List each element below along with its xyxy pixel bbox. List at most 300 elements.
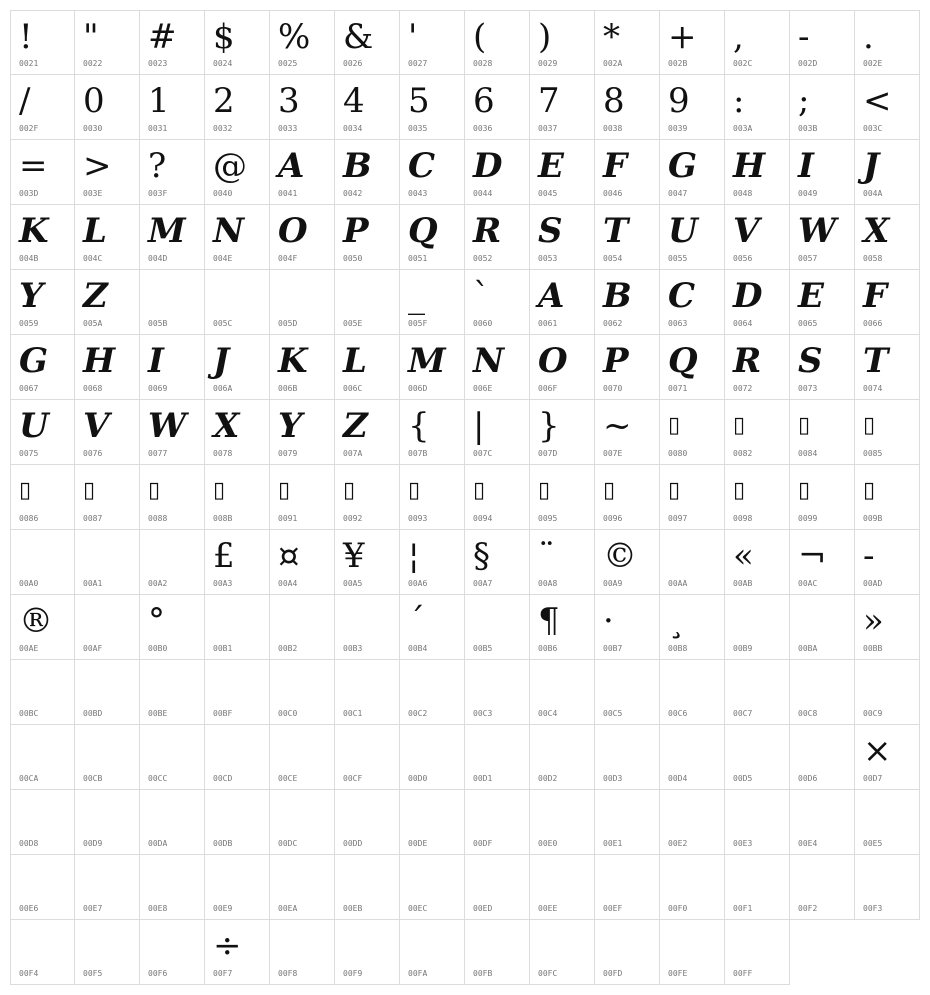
glyph-cell[interactable] bbox=[140, 10, 205, 75]
glyph-cell[interactable] bbox=[10, 270, 75, 335]
glyph-cell[interactable] bbox=[270, 595, 335, 660]
glyph-cell[interactable] bbox=[595, 855, 660, 920]
glyph-cell[interactable] bbox=[335, 920, 400, 985]
glyph-cell[interactable] bbox=[725, 270, 790, 335]
glyph-codepoint: 00BB bbox=[863, 644, 883, 653]
glyph-sample: ▯ bbox=[863, 413, 876, 438]
glyph-sample: N bbox=[473, 341, 505, 381]
glyph-cell[interactable] bbox=[270, 205, 335, 270]
glyph-sample: ¦ bbox=[408, 536, 420, 576]
glyph-cell[interactable] bbox=[400, 140, 465, 205]
glyph-cell[interactable] bbox=[10, 75, 75, 140]
glyph-cell[interactable] bbox=[790, 140, 855, 205]
glyph-cell[interactable] bbox=[140, 790, 205, 855]
glyph-cell[interactable] bbox=[270, 660, 335, 725]
glyph-sample: ( bbox=[473, 17, 487, 57]
glyph-cell[interactable] bbox=[595, 660, 660, 725]
glyph-cell[interactable] bbox=[790, 530, 855, 595]
glyph-codepoint: 00EB bbox=[343, 904, 363, 913]
glyph-sample: ¤ bbox=[278, 536, 300, 576]
glyph-sample: ~ bbox=[603, 406, 632, 446]
glyph-cell[interactable] bbox=[855, 205, 920, 270]
glyph-cell[interactable] bbox=[790, 10, 855, 75]
glyph-cell[interactable] bbox=[270, 10, 335, 75]
glyph-codepoint: 0037 bbox=[538, 124, 558, 133]
glyph-cell[interactable] bbox=[140, 920, 205, 985]
glyph-sample: * bbox=[603, 17, 620, 57]
glyph-cell[interactable] bbox=[790, 270, 855, 335]
glyph-codepoint: 0039 bbox=[668, 124, 688, 133]
glyph-sample: L bbox=[83, 211, 107, 251]
glyph-cell[interactable] bbox=[75, 205, 140, 270]
glyph-cell[interactable] bbox=[335, 335, 400, 400]
glyph-cell[interactable] bbox=[465, 595, 530, 660]
glyph-codepoint: 00E1 bbox=[603, 839, 623, 848]
glyph-codepoint: 00A9 bbox=[603, 579, 623, 588]
glyph-cell[interactable] bbox=[205, 465, 270, 530]
glyph-cell[interactable] bbox=[75, 335, 140, 400]
glyph-cell[interactable] bbox=[465, 530, 530, 595]
glyph-cell[interactable] bbox=[465, 205, 530, 270]
glyph-cell[interactable] bbox=[595, 10, 660, 75]
glyph-cell[interactable] bbox=[595, 595, 660, 660]
glyph-cell[interactable] bbox=[205, 140, 270, 205]
glyph-sample: ´ bbox=[408, 601, 425, 641]
glyph-cell[interactable] bbox=[400, 725, 465, 790]
glyph-cell[interactable] bbox=[660, 335, 725, 400]
glyph-cell[interactable] bbox=[205, 855, 270, 920]
glyph-codepoint: 0058 bbox=[863, 254, 883, 263]
glyph-codepoint: 004C bbox=[83, 254, 103, 263]
glyph-cell[interactable] bbox=[725, 725, 790, 790]
glyph-sample: = bbox=[19, 146, 48, 186]
glyph-codepoint: 0021 bbox=[19, 59, 39, 68]
glyph-codepoint: 00FB bbox=[473, 969, 493, 978]
glyph-codepoint: 0057 bbox=[798, 254, 818, 263]
glyph-cell[interactable] bbox=[660, 140, 725, 205]
glyph-cell[interactable] bbox=[465, 75, 530, 140]
glyph-codepoint: 00E5 bbox=[863, 839, 883, 848]
glyph-codepoint: 00FD bbox=[603, 969, 623, 978]
glyph-codepoint: 0035 bbox=[408, 124, 428, 133]
glyph-cell[interactable] bbox=[855, 790, 920, 855]
glyph-cell[interactable] bbox=[855, 465, 920, 530]
glyph-cell[interactable] bbox=[530, 270, 595, 335]
glyph-codepoint: 00B8 bbox=[668, 644, 688, 653]
glyph-codepoint: 00AD bbox=[863, 579, 883, 588]
glyph-sample: T bbox=[863, 341, 889, 381]
glyph-codepoint: 0087 bbox=[83, 514, 103, 523]
glyph-cell[interactable] bbox=[205, 205, 270, 270]
glyph-cell[interactable] bbox=[270, 725, 335, 790]
glyph-cell[interactable] bbox=[660, 855, 725, 920]
glyph-cell[interactable] bbox=[270, 855, 335, 920]
glyph-cell[interactable] bbox=[400, 595, 465, 660]
glyph-cell[interactable] bbox=[595, 530, 660, 595]
glyph-cell[interactable] bbox=[530, 10, 595, 75]
glyph-cell[interactable] bbox=[10, 205, 75, 270]
glyph-cell[interactable] bbox=[660, 725, 725, 790]
glyph-sample: L bbox=[343, 341, 367, 381]
glyph-cell[interactable] bbox=[205, 920, 270, 985]
glyph-cell[interactable] bbox=[205, 790, 270, 855]
glyph-cell[interactable] bbox=[855, 855, 920, 920]
glyph-cell[interactable] bbox=[205, 400, 270, 465]
glyph-cell[interactable] bbox=[335, 10, 400, 75]
glyph-cell[interactable] bbox=[595, 75, 660, 140]
glyph-codepoint: 0024 bbox=[213, 59, 233, 68]
glyph-cell[interactable] bbox=[75, 920, 140, 985]
glyph-codepoint: 00C1 bbox=[343, 709, 363, 718]
glyph-cell[interactable] bbox=[75, 595, 140, 660]
glyph-codepoint: 0082 bbox=[733, 449, 753, 458]
glyph-cell[interactable] bbox=[725, 660, 790, 725]
glyph-cell[interactable] bbox=[270, 790, 335, 855]
glyph-cell[interactable] bbox=[140, 855, 205, 920]
glyph-cell[interactable] bbox=[855, 530, 920, 595]
glyph-codepoint: 002B bbox=[668, 59, 688, 68]
glyph-cell[interactable] bbox=[400, 530, 465, 595]
glyph-cell[interactable] bbox=[530, 790, 595, 855]
glyph-cell[interactable] bbox=[855, 660, 920, 725]
glyph-codepoint: 00C2 bbox=[408, 709, 428, 718]
glyph-cell[interactable] bbox=[140, 335, 205, 400]
glyph-codepoint: 00CF bbox=[343, 774, 363, 783]
glyph-cell[interactable] bbox=[335, 725, 400, 790]
glyph-codepoint: 00E0 bbox=[538, 839, 558, 848]
glyph-cell[interactable] bbox=[725, 335, 790, 400]
glyph-cell[interactable] bbox=[660, 920, 725, 985]
glyph-cell[interactable] bbox=[595, 920, 660, 985]
glyph-cell[interactable] bbox=[725, 75, 790, 140]
glyph-cell[interactable] bbox=[10, 465, 75, 530]
glyph-codepoint: 003A bbox=[733, 124, 753, 133]
glyph-cell[interactable] bbox=[270, 335, 335, 400]
glyph-sample: U bbox=[668, 211, 698, 251]
glyph-codepoint: 00F3 bbox=[863, 904, 883, 913]
glyph-cell[interactable] bbox=[140, 205, 205, 270]
glyph-cell[interactable] bbox=[465, 465, 530, 530]
glyph-sample: W bbox=[148, 406, 187, 446]
glyph-cell[interactable] bbox=[725, 140, 790, 205]
glyph-cell[interactable] bbox=[205, 530, 270, 595]
glyph-cell[interactable] bbox=[465, 400, 530, 465]
glyph-codepoint: 0049 bbox=[798, 189, 818, 198]
glyph-cell[interactable] bbox=[335, 660, 400, 725]
glyph-sample: O bbox=[278, 211, 308, 251]
glyph-cell[interactable] bbox=[205, 335, 270, 400]
glyph-cell[interactable] bbox=[660, 595, 725, 660]
glyph-cell[interactable] bbox=[75, 465, 140, 530]
glyph-cell[interactable] bbox=[725, 10, 790, 75]
glyph-cell[interactable] bbox=[465, 920, 530, 985]
glyph-codepoint: 00BE bbox=[148, 709, 168, 718]
glyph-sample: M bbox=[148, 211, 186, 251]
glyph-codepoint: 0072 bbox=[733, 384, 753, 393]
glyph-codepoint: 0023 bbox=[148, 59, 168, 68]
glyph-cell[interactable] bbox=[530, 855, 595, 920]
glyph-cell[interactable] bbox=[335, 270, 400, 335]
glyph-cell[interactable] bbox=[465, 725, 530, 790]
glyph-cell[interactable] bbox=[205, 725, 270, 790]
glyph-cell[interactable] bbox=[790, 205, 855, 270]
glyph-cell[interactable] bbox=[465, 10, 530, 75]
glyph-codepoint: 004A bbox=[863, 189, 883, 198]
glyph-sample: ▯ bbox=[343, 478, 356, 503]
glyph-sample: ° bbox=[148, 601, 165, 641]
glyph-cell[interactable] bbox=[725, 920, 790, 985]
glyph-codepoint: 005F bbox=[408, 319, 428, 328]
glyph-codepoint: 00B2 bbox=[278, 644, 298, 653]
glyph-cell[interactable] bbox=[270, 140, 335, 205]
glyph-cell[interactable] bbox=[660, 10, 725, 75]
glyph-cell[interactable] bbox=[400, 790, 465, 855]
glyph-cell[interactable] bbox=[465, 855, 530, 920]
glyph-cell[interactable] bbox=[140, 595, 205, 660]
glyph-sample: C bbox=[408, 146, 436, 186]
glyph-cell[interactable] bbox=[790, 465, 855, 530]
glyph-cell[interactable] bbox=[465, 140, 530, 205]
glyph-cell[interactable] bbox=[855, 75, 920, 140]
glyph-cell[interactable] bbox=[660, 270, 725, 335]
glyph-cell[interactable] bbox=[660, 75, 725, 140]
glyph-cell[interactable] bbox=[205, 595, 270, 660]
glyph-cell[interactable] bbox=[790, 595, 855, 660]
glyph-cell[interactable] bbox=[855, 400, 920, 465]
glyph-cell[interactable] bbox=[335, 530, 400, 595]
glyph-cell[interactable] bbox=[10, 855, 75, 920]
glyph-cell[interactable] bbox=[790, 725, 855, 790]
glyph-cell[interactable] bbox=[660, 465, 725, 530]
glyph-codepoint: 00E2 bbox=[668, 839, 688, 848]
glyph-cell[interactable] bbox=[595, 790, 660, 855]
glyph-cell[interactable] bbox=[790, 335, 855, 400]
glyph-cell[interactable] bbox=[855, 270, 920, 335]
glyph-sample: - bbox=[798, 17, 810, 57]
glyph-codepoint: 007E bbox=[603, 449, 623, 458]
glyph-cell[interactable] bbox=[725, 595, 790, 660]
glyph-codepoint: 00CB bbox=[83, 774, 103, 783]
glyph-cell[interactable] bbox=[75, 790, 140, 855]
glyph-cell[interactable] bbox=[10, 790, 75, 855]
glyph-sample: % bbox=[278, 17, 311, 57]
glyph-cell[interactable] bbox=[10, 400, 75, 465]
glyph-cell[interactable] bbox=[10, 920, 75, 985]
glyph-sample: V bbox=[733, 211, 760, 251]
glyph-cell[interactable] bbox=[530, 140, 595, 205]
glyph-codepoint: 007C bbox=[473, 449, 493, 458]
glyph-cell[interactable] bbox=[335, 790, 400, 855]
glyph-cell[interactable] bbox=[400, 75, 465, 140]
glyph-codepoint: 00F0 bbox=[668, 904, 688, 913]
glyph-sample: @ bbox=[213, 146, 247, 186]
glyph-codepoint: 00E3 bbox=[733, 839, 753, 848]
glyph-codepoint: 006D bbox=[408, 384, 428, 393]
glyph-cell[interactable] bbox=[855, 725, 920, 790]
glyph-sample: E bbox=[538, 146, 564, 186]
glyph-cell[interactable] bbox=[270, 270, 335, 335]
glyph-cell[interactable] bbox=[140, 660, 205, 725]
glyph-cell[interactable] bbox=[270, 75, 335, 140]
glyph-cell[interactable] bbox=[530, 660, 595, 725]
glyph-codepoint: 00F9 bbox=[343, 969, 363, 978]
glyph-cell[interactable] bbox=[530, 725, 595, 790]
glyph-cell[interactable] bbox=[140, 465, 205, 530]
glyph-cell[interactable] bbox=[335, 400, 400, 465]
glyph-codepoint: 00C3 bbox=[473, 709, 493, 718]
glyph-cell[interactable] bbox=[725, 400, 790, 465]
glyph-cell[interactable] bbox=[790, 855, 855, 920]
glyph-cell[interactable] bbox=[530, 335, 595, 400]
glyph-cell[interactable] bbox=[400, 205, 465, 270]
glyph-codepoint: 0040 bbox=[213, 189, 233, 198]
glyph-cell[interactable] bbox=[140, 400, 205, 465]
glyph-cell[interactable] bbox=[270, 920, 335, 985]
glyph-cell[interactable] bbox=[400, 855, 465, 920]
glyph-sample: < bbox=[863, 81, 892, 121]
glyph-cell[interactable] bbox=[530, 75, 595, 140]
glyph-cell[interactable] bbox=[855, 140, 920, 205]
glyph-cell[interactable] bbox=[465, 660, 530, 725]
glyph-cell[interactable] bbox=[660, 790, 725, 855]
glyph-cell[interactable] bbox=[660, 660, 725, 725]
glyph-cell[interactable] bbox=[660, 530, 725, 595]
glyph-cell[interactable] bbox=[855, 595, 920, 660]
glyph-cell[interactable] bbox=[660, 400, 725, 465]
glyph-sample: ▯ bbox=[538, 478, 551, 503]
glyph-cell[interactable] bbox=[465, 270, 530, 335]
glyph-cell[interactable] bbox=[205, 660, 270, 725]
glyph-codepoint: 00B9 bbox=[733, 644, 753, 653]
glyph-cell[interactable] bbox=[595, 465, 660, 530]
glyph-cell[interactable] bbox=[335, 205, 400, 270]
glyph-cell[interactable] bbox=[595, 725, 660, 790]
glyph-codepoint: 0062 bbox=[603, 319, 623, 328]
glyph-cell[interactable] bbox=[75, 855, 140, 920]
glyph-cell[interactable] bbox=[530, 400, 595, 465]
glyph-cell[interactable] bbox=[595, 205, 660, 270]
glyph-cell[interactable] bbox=[530, 465, 595, 530]
glyph-codepoint: 0038 bbox=[603, 124, 623, 133]
glyph-codepoint: 00DB bbox=[213, 839, 233, 848]
glyph-codepoint: 005D bbox=[278, 319, 298, 328]
glyph-cell[interactable] bbox=[335, 75, 400, 140]
glyph-codepoint: 002F bbox=[19, 124, 39, 133]
glyph-cell[interactable] bbox=[270, 465, 335, 530]
glyph-cell[interactable] bbox=[465, 335, 530, 400]
glyph-cell[interactable] bbox=[335, 595, 400, 660]
glyph-cell[interactable] bbox=[140, 75, 205, 140]
glyph-codepoint: 0050 bbox=[343, 254, 363, 263]
glyph-cell[interactable] bbox=[855, 10, 920, 75]
glyph-cell[interactable] bbox=[595, 400, 660, 465]
glyph-cell[interactable] bbox=[400, 10, 465, 75]
glyph-cell[interactable] bbox=[400, 270, 465, 335]
glyph-cell[interactable] bbox=[10, 140, 75, 205]
glyph-cell[interactable] bbox=[855, 335, 920, 400]
glyph-sample: ) bbox=[538, 17, 552, 57]
glyph-cell[interactable] bbox=[75, 270, 140, 335]
glyph-cell[interactable] bbox=[400, 660, 465, 725]
glyph-cell[interactable] bbox=[400, 335, 465, 400]
glyph-codepoint: 00D3 bbox=[603, 774, 623, 783]
glyph-codepoint: 0051 bbox=[408, 254, 428, 263]
glyph-cell[interactable] bbox=[205, 75, 270, 140]
glyph-sample: I bbox=[148, 341, 164, 381]
glyph-cell[interactable] bbox=[595, 270, 660, 335]
glyph-cell[interactable] bbox=[790, 790, 855, 855]
glyph-cell[interactable] bbox=[790, 660, 855, 725]
glyph-cell[interactable] bbox=[595, 140, 660, 205]
glyph-cell[interactable] bbox=[75, 140, 140, 205]
glyph-cell[interactable] bbox=[205, 10, 270, 75]
glyph-cell[interactable] bbox=[10, 335, 75, 400]
glyph-cell[interactable] bbox=[725, 205, 790, 270]
glyph-cell[interactable] bbox=[10, 595, 75, 660]
glyph-sample: Y bbox=[278, 406, 303, 446]
glyph-cell[interactable] bbox=[790, 75, 855, 140]
glyph-cell[interactable] bbox=[270, 400, 335, 465]
glyph-cell[interactable] bbox=[530, 920, 595, 985]
glyph-cell[interactable] bbox=[790, 400, 855, 465]
glyph-cell[interactable] bbox=[530, 530, 595, 595]
glyph-cell[interactable] bbox=[140, 140, 205, 205]
glyph-cell[interactable] bbox=[270, 530, 335, 595]
glyph-cell[interactable] bbox=[335, 465, 400, 530]
glyph-cell[interactable] bbox=[660, 205, 725, 270]
glyph-codepoint: 00AB bbox=[733, 579, 753, 588]
glyph-codepoint: 006F bbox=[538, 384, 558, 393]
glyph-codepoint: 004F bbox=[278, 254, 298, 263]
glyph-sample: X bbox=[863, 211, 890, 251]
glyph-cell[interactable] bbox=[725, 790, 790, 855]
glyph-cell[interactable] bbox=[75, 725, 140, 790]
glyph-cell[interactable] bbox=[400, 465, 465, 530]
glyph-cell[interactable] bbox=[140, 270, 205, 335]
glyph-codepoint: 006E bbox=[473, 384, 493, 393]
glyph-sample: H bbox=[733, 146, 766, 186]
glyph-cell[interactable] bbox=[400, 400, 465, 465]
glyph-cell[interactable] bbox=[725, 530, 790, 595]
glyph-cell[interactable] bbox=[205, 270, 270, 335]
glyph-cell[interactable] bbox=[10, 725, 75, 790]
glyph-cell[interactable] bbox=[75, 660, 140, 725]
glyph-cell[interactable] bbox=[75, 530, 140, 595]
glyph-cell[interactable] bbox=[530, 205, 595, 270]
glyph-cell[interactable] bbox=[140, 530, 205, 595]
glyph-cell[interactable] bbox=[75, 400, 140, 465]
glyph-cell[interactable] bbox=[465, 790, 530, 855]
glyph-cell[interactable] bbox=[595, 335, 660, 400]
glyph-cell[interactable] bbox=[335, 855, 400, 920]
glyph-cell[interactable] bbox=[10, 660, 75, 725]
glyph-cell[interactable] bbox=[400, 920, 465, 985]
glyph-codepoint: 003D bbox=[19, 189, 39, 198]
glyph-cell[interactable] bbox=[10, 10, 75, 75]
glyph-cell[interactable] bbox=[75, 75, 140, 140]
glyph-cell[interactable] bbox=[530, 595, 595, 660]
glyph-cell[interactable] bbox=[140, 725, 205, 790]
glyph-cell[interactable] bbox=[725, 465, 790, 530]
glyph-cell[interactable] bbox=[335, 140, 400, 205]
glyph-sample: R bbox=[733, 341, 762, 381]
glyph-codepoint: 002A bbox=[603, 59, 623, 68]
glyph-codepoint: 0036 bbox=[473, 124, 493, 133]
glyph-cell[interactable] bbox=[725, 855, 790, 920]
glyph-cell[interactable] bbox=[75, 10, 140, 75]
glyph-codepoint: 0022 bbox=[83, 59, 103, 68]
glyph-cell[interactable] bbox=[10, 530, 75, 595]
